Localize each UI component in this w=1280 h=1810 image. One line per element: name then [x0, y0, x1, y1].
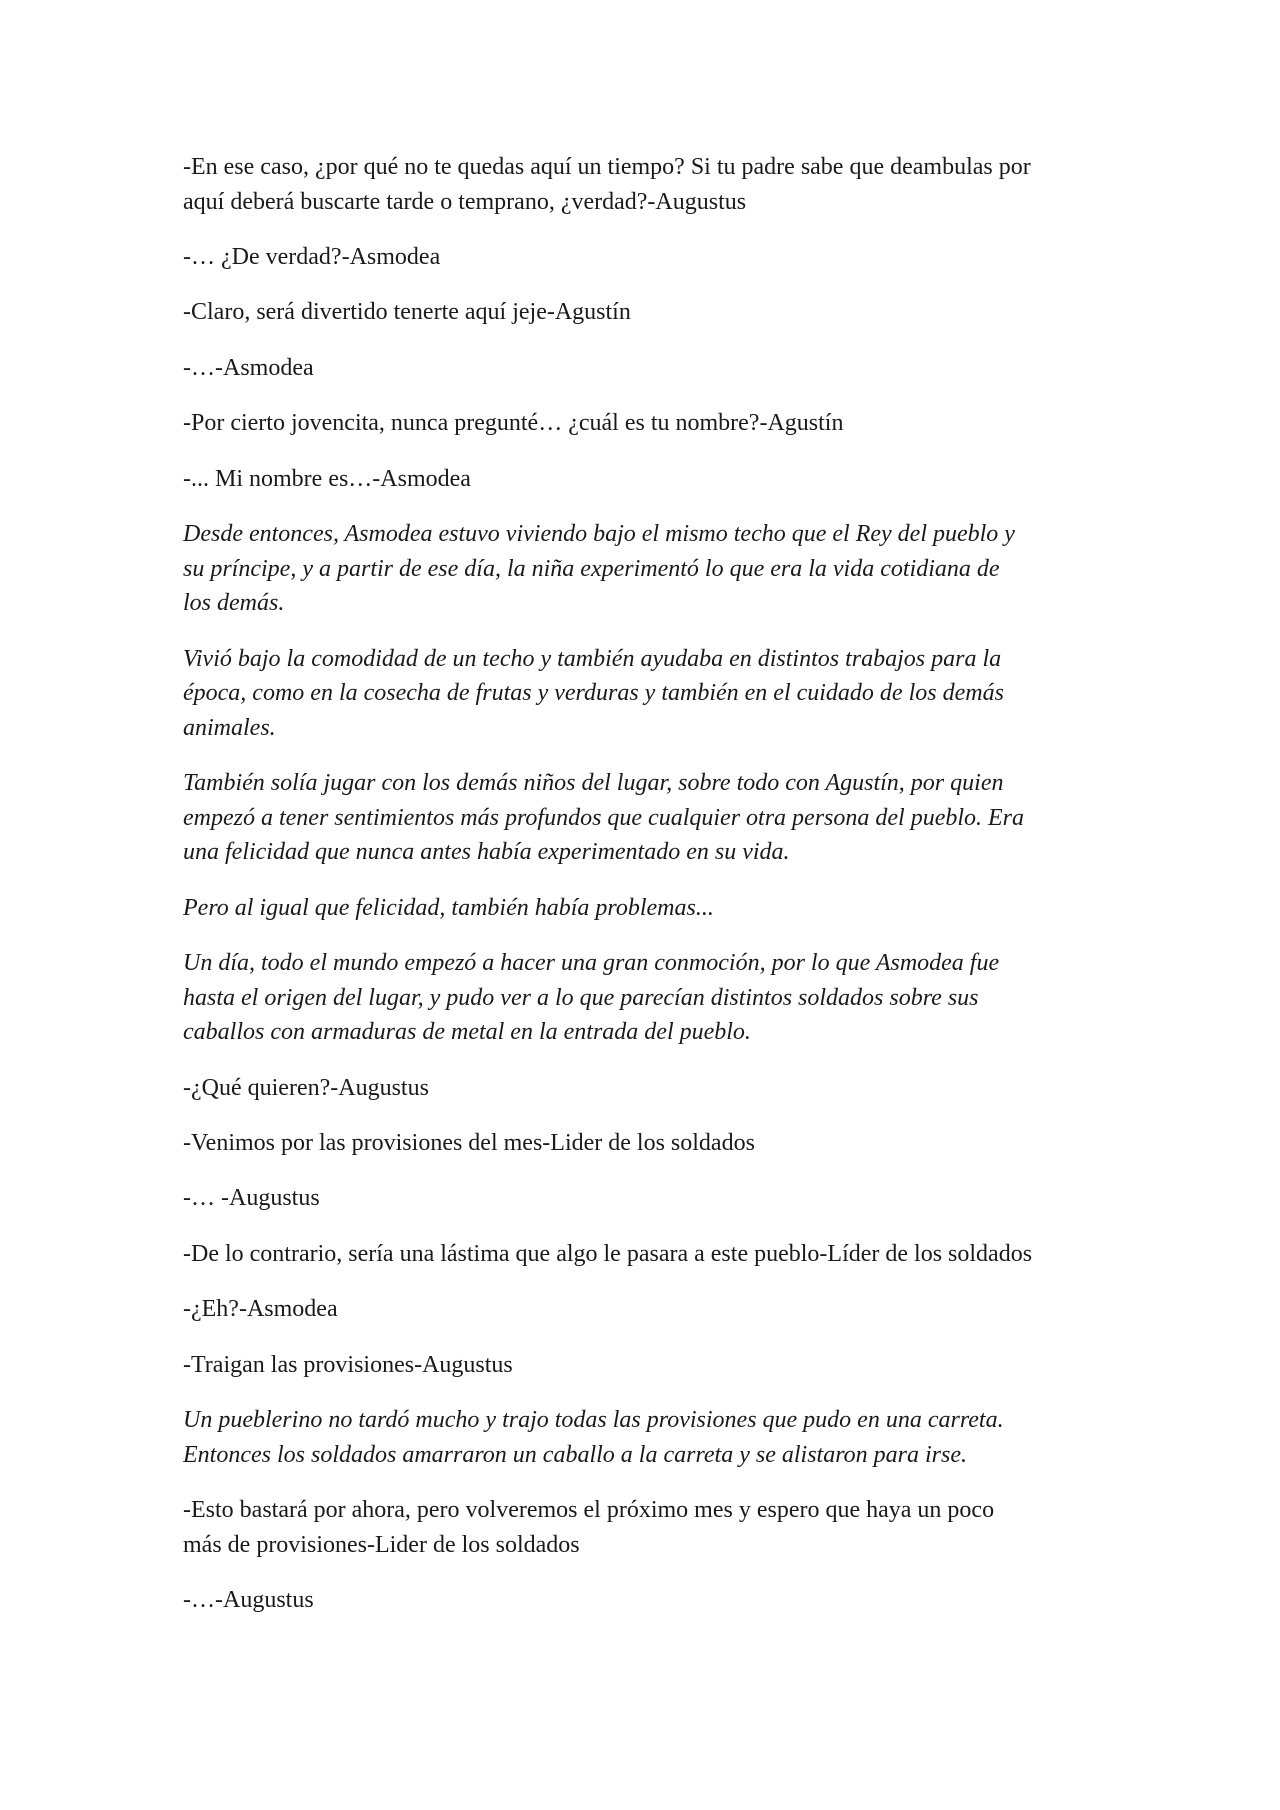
text-line: Vivió bajo la comodidad de un techo y también ayudaba en distintos trabajos para la: [183, 645, 1002, 672]
text-line: -Claro, será divertido tenerte aquí jeje-Agustín: [183, 299, 631, 326]
text-line: caballos con armaduras de metal en la entrada del pueblo.: [183, 1019, 751, 1046]
text-line: su príncipe, y a partir de ese día, la niña experimentó lo que era la vida cotidiana de: [183, 555, 1000, 582]
narration-paragraph: [183, 1403, 1113, 1472]
document-page: [183, 150, 1113, 1638]
dialogue-paragraph: [183, 462, 1113, 497]
text-line: -... Mi nombre es…-Asmodea: [183, 465, 471, 492]
narration-paragraph: [183, 766, 1113, 870]
text-line: -… -Augustus: [183, 1185, 320, 1212]
text-line: hasta el origen del lugar, y pudo ver a lo que parecían distintos soldados sobre sus: [183, 984, 979, 1011]
text-line: -Venimos por las provisiones del mes-Lider de los soldados: [183, 1130, 755, 1157]
dialogue-paragraph: [183, 1348, 1113, 1383]
text-line: Pero al igual que felicidad, también había problemas...: [183, 894, 714, 921]
text-line: -¿Qué quieren?-Augustus: [183, 1074, 429, 1101]
text-line: -Traigan las provisiones-Augustus: [183, 1351, 513, 1378]
text-line: Desde entonces, Asmodea estuvo viviendo bajo el mismo techo que el Rey del pueblo y: [183, 520, 1015, 547]
dialogue-paragraph: [183, 1071, 1113, 1106]
dialogue-paragraph: [183, 1181, 1113, 1216]
text-line: Entonces los soldados amarraron un caballo a la carreta y se alistaron para irse.: [183, 1441, 967, 1468]
text-line: -De lo contrario, sería una lástima que algo le pasara a este pueblo-Líder de los soldados: [183, 1240, 1033, 1267]
text-line: También solía jugar con los demás niños del lugar, sobre todo con Agustín, por quien: [183, 770, 1004, 797]
dialogue-paragraph: [183, 1237, 1113, 1272]
text-line: -… ¿De verdad?-Asmodea: [183, 243, 441, 270]
dialogue-paragraph: [183, 406, 1113, 441]
text-line: una felicidad que nunca antes había experimentado en su vida.: [183, 839, 790, 866]
dialogue-paragraph: [183, 351, 1113, 386]
text-line: -Esto bastará por ahora, pero volveremos el próximo mes y espero que haya un poco: [183, 1496, 995, 1523]
text-line: época, como en la cosecha de frutas y verduras y también en el cuidado de los demás: [183, 680, 1004, 707]
text-line: -En ese caso, ¿por qué no te quedas aquí un tiempo? Si tu padre sabe que deambulas por: [183, 154, 1031, 180]
dialogue-paragraph: [183, 1493, 1113, 1562]
dialogue-paragraph: [183, 1583, 1113, 1618]
text-line: empezó a tener sentimientos más profundos que cualquier otra persona del pueblo. Era: [183, 804, 1025, 831]
text-line: aquí deberá buscarte tarde o temprano, ¿verdad?-Augustus: [183, 188, 747, 215]
text-line: -¿Eh?-Asmodea: [183, 1296, 338, 1323]
text-line: -…-Augustus: [183, 1586, 314, 1613]
dialogue-paragraph: [183, 295, 1113, 330]
text-line: -…-Asmodea: [183, 354, 314, 381]
text-line: Un día, todo el mundo empezó a hacer una gran conmoción, por lo que Asmodea fue: [183, 950, 1000, 977]
text-line: -Por cierto jovencita, nunca pregunté… ¿cuál es tu nombre?-Agustín: [183, 410, 844, 437]
text-line: animales.: [183, 714, 276, 741]
narration-paragraph: [183, 946, 1113, 1050]
narration-paragraph: [183, 891, 1113, 926]
text-line: Un pueblerino no tardó mucho y trajo todas las provisiones que pudo en una carreta.: [183, 1406, 1004, 1433]
text-line: más de provisiones-Lider de los soldados: [183, 1531, 580, 1558]
narration-paragraph: [183, 642, 1113, 746]
narration-paragraph: [183, 517, 1113, 621]
dialogue-paragraph: [183, 150, 1113, 219]
dialogue-paragraph: [183, 240, 1113, 275]
dialogue-paragraph: [183, 1292, 1113, 1327]
dialogue-paragraph: [183, 1126, 1113, 1161]
text-line: los demás.: [183, 590, 285, 617]
